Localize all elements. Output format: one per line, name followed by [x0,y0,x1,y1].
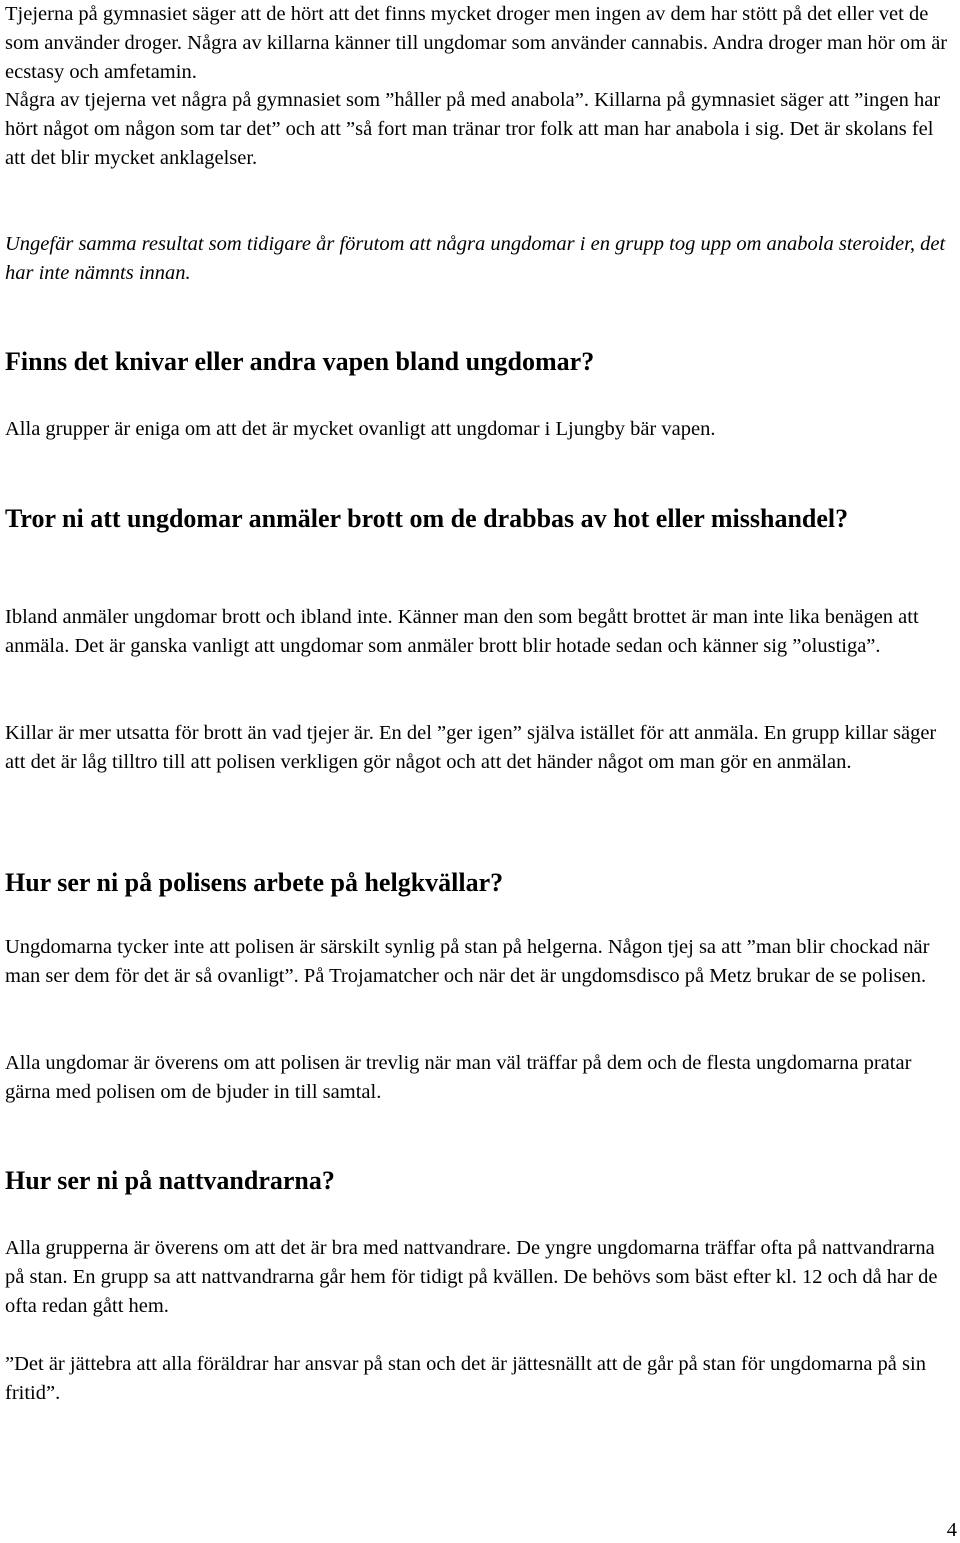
paragraph-police-friendly: Alla ungdomar är överens om att polisen är trevlig när man väl träffar på dem och de flesta ungdomarna pratar gärna med polisen om de bjuder in till samtal. [5,1052,912,1103]
paragraph-summary-note: Ungefär samma resultat som tidigare år förutom att några ungdomar i en grupp tog upp om anabola steroider, det har inte nämnts innan. [5,233,946,284]
paragraph-quote-parents: ”Det är jättebra att alla föräldrar har ansvar på stan och det är jättesnällt att de går på stan för ungdomarna på sin fritid”. [5,1353,926,1404]
heading-police-weekends: Hur ser ni på polisens arbete på helgkvällar? [5,868,504,897]
paragraph-drugs-gymnasium: Tjejerna på gymnasiet säger att de hört att det finns mycket droger men ingen av dem har stött på det eller vet de som använder droger. Några av killarna känner till ungdomar som använder cannabis. Andra droger man hör om är ecstasy och amfetamin. [5,3,948,83]
heading-night-walkers: Hur ser ni på nattvandrarna? [5,1166,335,1195]
page-number: 4 [946,1519,957,1541]
paragraph-anabola: Några av tjejerna vet några på gymnasiet som ”håller på med anabola”. Killarna på gymnasiet säger att ”ingen har hört något om någon som tar det” och att ”så fort man tränar tror folk att man har anabola i sig. Det är skolans fel att det blir mycket anklagelser. [5,89,941,169]
paragraph-night-walkers: Alla grupperna är överens om att det är bra med nattvandrare. De yngre ungdomarna träffar ofta på nattvandrarna på stan. En grupp sa att nattvandrarna går hem för tidigt på kvällen. De behövs som bäst efter kl. 12 och då har de ofta redan gått hem. [5,1237,938,1317]
heading-weapons: Finns det knivar eller andra vapen bland ungdomar? [5,347,595,376]
paragraph-police-visibility: Ungdomarna tycker inte att polisen är särskilt synlig på stan på helgerna. Någon tjej sa att ”man blir chockad när man ser dem för det är så ovanligt”. På Trojamatcher och när det är ungdomsdisco på Metz brukar de se polisen. [5,936,930,987]
heading-report-crime: Tror ni att ungdomar anmäler brott om de drabbas av hot eller misshandel? [5,504,849,533]
paragraph-report-crime: Ibland anmäler ungdomar brott och ibland inte. Känner man den som begått brottet är man inte lika benägen att anmäla. Det är ganska vanligt att ungdomar som anmäler brott blir hotade sedan och känner sig ”olustiga”. [5,606,919,657]
paragraph-weapons: Alla grupper är eniga om att det är mycket ovanligt att ungdomar i Ljungby bär vapen. [5,418,716,440]
paragraph-boys-exposed: Killar är mer utsatta för brott än vad tjejer är. En del ”ger igen” själva istället för att anmäla. En grupp killar säger att det är låg tilltro till att polisen verkligen gör något och att det händer något om man gör en anmälan. [5,722,937,773]
